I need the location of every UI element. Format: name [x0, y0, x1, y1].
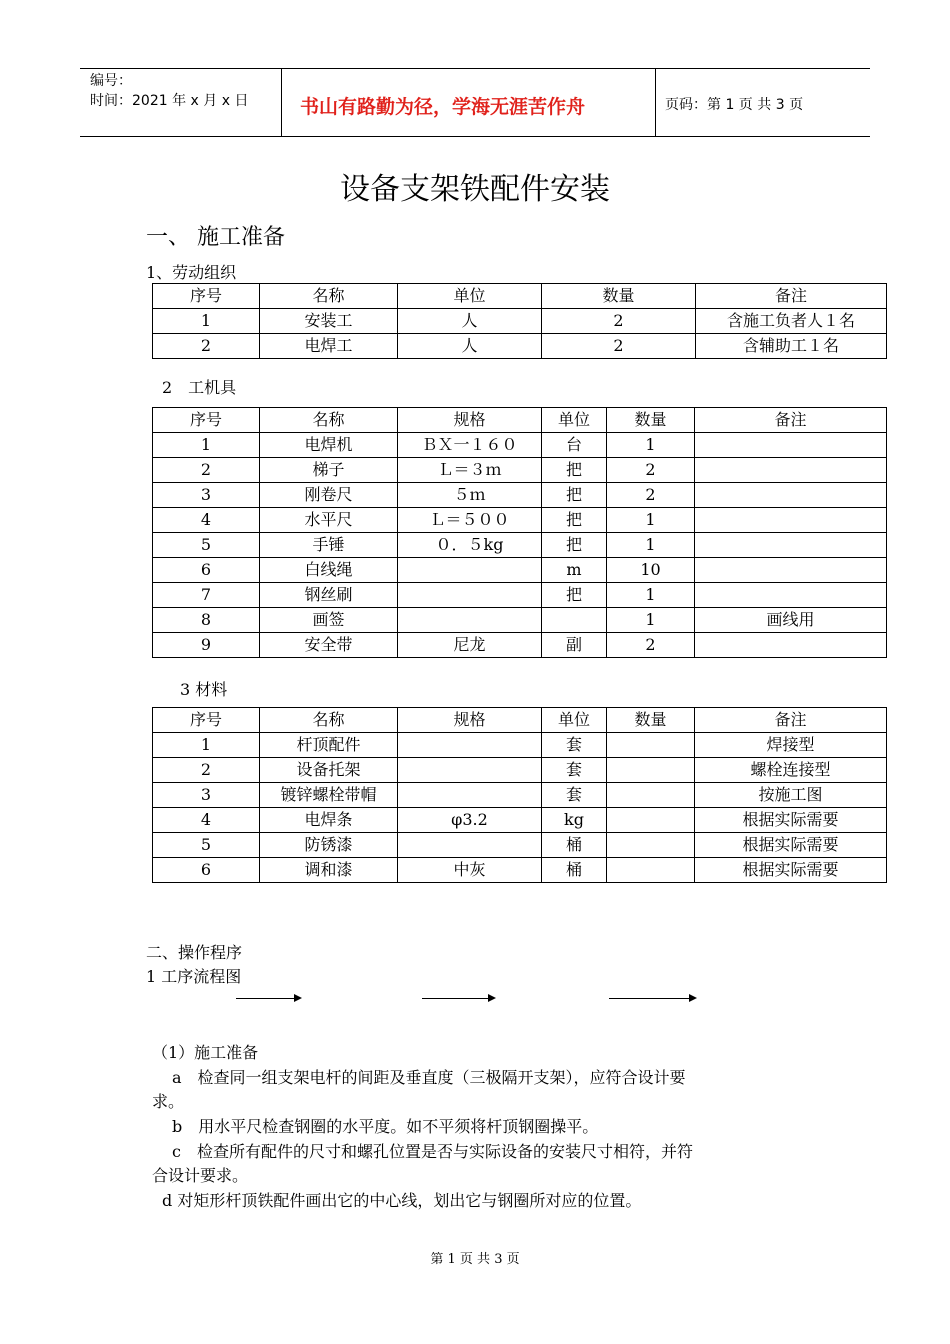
table-row	[153, 558, 887, 583]
header-cell: 序号	[153, 708, 260, 733]
table-cell: 把	[542, 583, 607, 608]
table-cell: 1	[607, 608, 695, 633]
table-cell: 2	[153, 458, 260, 483]
table-cell: 2	[542, 309, 696, 334]
table-cell: 套	[542, 733, 607, 758]
tools-label: 2 工机具	[162, 378, 237, 397]
table-row	[153, 583, 887, 608]
header-cell: 数量	[607, 708, 695, 733]
header-cell: 规格	[398, 408, 542, 433]
prep-label: （1）施工准备	[152, 1043, 259, 1062]
table-row	[153, 608, 887, 633]
table-cell: 3	[153, 783, 260, 808]
header-cell: 规格	[398, 708, 542, 733]
labor-label: 1、劳动组织	[146, 263, 237, 282]
table-header-row	[153, 708, 887, 733]
table-cell: 2	[607, 633, 695, 658]
table-cell	[695, 583, 887, 608]
header-cell: 数量	[607, 408, 695, 433]
table-cell: 尼龙	[398, 633, 542, 658]
table-cell: 1	[607, 583, 695, 608]
table-cell	[607, 858, 695, 883]
header-cell: 名称	[260, 708, 398, 733]
table-cell: ＢＸ一１６０	[398, 433, 542, 458]
table-row	[153, 633, 887, 658]
table-cell: Ｌ＝５００	[398, 508, 542, 533]
table-cell: 台	[542, 433, 607, 458]
table-cell: 4	[153, 508, 260, 533]
table-cell: 人	[398, 309, 542, 334]
table-cell: 把	[542, 483, 607, 508]
table-row	[153, 458, 887, 483]
table-cell: Ｌ＝３ｍ	[398, 458, 542, 483]
table-cell: 电焊机	[260, 433, 398, 458]
table-cell: 电焊工	[260, 334, 398, 359]
table-cell: 电焊条	[260, 808, 398, 833]
tools-table	[152, 407, 887, 658]
table-cell: 设备托架	[260, 758, 398, 783]
header-cell: 备注	[695, 708, 887, 733]
table-cell	[398, 833, 542, 858]
table-cell: 1	[153, 433, 260, 458]
table-row	[153, 334, 887, 359]
table-cell	[695, 483, 887, 508]
table-row	[153, 858, 887, 883]
materials-label: 3 材料	[180, 680, 228, 699]
table-row	[153, 808, 887, 833]
table-cell	[695, 633, 887, 658]
header-cell: 序号	[153, 284, 260, 309]
table-cell	[398, 583, 542, 608]
table-cell	[398, 733, 542, 758]
table-cell: 梯子	[260, 458, 398, 483]
header-cell: 名称	[260, 408, 398, 433]
table-row	[153, 783, 887, 808]
table-cell: 6	[153, 558, 260, 583]
table-row	[153, 508, 887, 533]
labor-table	[152, 283, 887, 359]
table-cell: φ3.2	[398, 808, 542, 833]
table-cell	[695, 458, 887, 483]
table-row	[153, 433, 887, 458]
table-cell: 根据实际需要	[695, 858, 887, 883]
table-cell: 5	[153, 833, 260, 858]
table-cell	[607, 758, 695, 783]
table-header-row	[153, 284, 887, 309]
table-cell: 安装工	[260, 309, 398, 334]
table-cell	[607, 808, 695, 833]
table-cell: 防锈漆	[260, 833, 398, 858]
header-motto: 书山有路勤为径，学海无涯苦作舟	[300, 96, 586, 118]
flow-arrow-2	[422, 998, 494, 999]
table-cell: 刚卷尺	[260, 483, 398, 508]
table-cell: 水平尺	[260, 508, 398, 533]
table-cell: 把	[542, 508, 607, 533]
table-cell: 人	[398, 334, 542, 359]
table-cell: 7	[153, 583, 260, 608]
table-cell	[398, 758, 542, 783]
flow-arrow-3	[609, 998, 695, 999]
table-cell: 镀锌螺栓带帽	[260, 783, 398, 808]
table-cell	[398, 558, 542, 583]
table-cell: 5	[153, 533, 260, 558]
section2-heading: 二、操作程序	[146, 943, 243, 962]
header-page-code: 页码：第 1 页 共 3 页	[665, 97, 804, 113]
table-cell: 2	[607, 458, 695, 483]
table-cell: 杆顶配件	[260, 733, 398, 758]
table-cell	[695, 533, 887, 558]
section1-heading: 一、 施工准备	[146, 225, 285, 250]
item-c-line2: 合设计要求。	[152, 1166, 249, 1185]
table-row	[153, 533, 887, 558]
table-row	[153, 309, 887, 334]
table-cell: 画签	[260, 608, 398, 633]
table-cell: m	[542, 558, 607, 583]
flow-chart-label: 1 工序流程图	[146, 967, 242, 986]
header-cell: 单位	[398, 284, 542, 309]
header-cell: 单位	[542, 708, 607, 733]
table-cell: 2	[153, 334, 260, 359]
header-number-label: 编号：	[90, 73, 132, 89]
table-cell: kg	[542, 808, 607, 833]
flow-arrow-1	[236, 998, 300, 999]
table-cell: 中灰	[398, 858, 542, 883]
table-cell	[398, 783, 542, 808]
table-header-row	[153, 408, 887, 433]
header-bottom-rule	[80, 136, 870, 137]
table-cell: 1	[153, 309, 260, 334]
table-cell: 3	[153, 483, 260, 508]
table-cell: 1	[607, 433, 695, 458]
table-cell: 套	[542, 783, 607, 808]
header-time-label: 时间：2021 年 x 月 x 日	[90, 93, 249, 109]
table-cell	[607, 833, 695, 858]
table-cell: 焊接型	[695, 733, 887, 758]
table-cell: 安全带	[260, 633, 398, 658]
table-cell: 钢丝刷	[260, 583, 398, 608]
table-cell: ５ｍ	[398, 483, 542, 508]
table-cell: 把	[542, 533, 607, 558]
table-cell: 6	[153, 858, 260, 883]
table-cell: 把	[542, 458, 607, 483]
table-cell: 白线绳	[260, 558, 398, 583]
table-cell	[398, 608, 542, 633]
item-a-line1: a 检查同一组支架电杆的间距及垂直度（三极隔开支架），应符合设计要	[172, 1068, 686, 1087]
table-cell: 1	[153, 733, 260, 758]
table-cell: 9	[153, 633, 260, 658]
table-cell: 4	[153, 808, 260, 833]
table-cell	[542, 608, 607, 633]
table-cell: 螺栓连接型	[695, 758, 887, 783]
table-row	[153, 483, 887, 508]
table-cell: 10	[607, 558, 695, 583]
header-cell: 备注	[696, 284, 887, 309]
table-cell	[607, 733, 695, 758]
table-cell: 画线用	[695, 608, 887, 633]
table-cell: 根据实际需要	[695, 833, 887, 858]
table-cell: 副	[542, 633, 607, 658]
table-row	[153, 758, 887, 783]
header-cell: 单位	[542, 408, 607, 433]
table-cell: 调和漆	[260, 858, 398, 883]
table-cell: 2	[542, 334, 696, 359]
header-cell: 名称	[260, 284, 398, 309]
table-row	[153, 733, 887, 758]
header-divider-right	[655, 68, 656, 136]
table-cell: 8	[153, 608, 260, 633]
table-cell: 桶	[542, 833, 607, 858]
table-cell: 1	[607, 508, 695, 533]
header-cell: 数量	[542, 284, 696, 309]
table-cell: 桶	[542, 858, 607, 883]
header-top-rule	[80, 68, 870, 69]
materials-table	[152, 707, 887, 883]
table-cell	[695, 558, 887, 583]
table-cell: 1	[607, 533, 695, 558]
table-cell: 按施工图	[695, 783, 887, 808]
table-cell: 含施工负者人１名	[696, 309, 887, 334]
table-cell	[695, 508, 887, 533]
table-cell: 2	[153, 758, 260, 783]
table-cell: 根据实际需要	[695, 808, 887, 833]
header-divider-left	[281, 68, 282, 136]
table-cell: 2	[607, 483, 695, 508]
table-cell: 含辅助工１名	[696, 334, 887, 359]
header-cell: 序号	[153, 408, 260, 433]
table-cell	[607, 783, 695, 808]
item-c-line1: c 检查所有配件的尺寸和螺孔位置是否与实际设备的安装尺寸相符，并符	[172, 1142, 693, 1161]
table-cell: 手锤	[260, 533, 398, 558]
document-title: 设备支架铁配件安装	[340, 172, 610, 207]
table-row	[153, 833, 887, 858]
item-d: d 对矩形杆顶铁配件画出它的中心线，划出它与钢圈所对应的位置。	[162, 1191, 642, 1210]
item-a-line2: 求。	[152, 1092, 185, 1111]
table-cell	[695, 433, 887, 458]
table-cell: ０．５kg	[398, 533, 542, 558]
page-footer: 第 1 页 共 3 页	[430, 1252, 520, 1267]
item-b: b 用水平尺检查钢圈的水平度。如不平须将杆顶钢圈操平。	[172, 1117, 599, 1136]
header-cell: 备注	[695, 408, 887, 433]
table-cell: 套	[542, 758, 607, 783]
